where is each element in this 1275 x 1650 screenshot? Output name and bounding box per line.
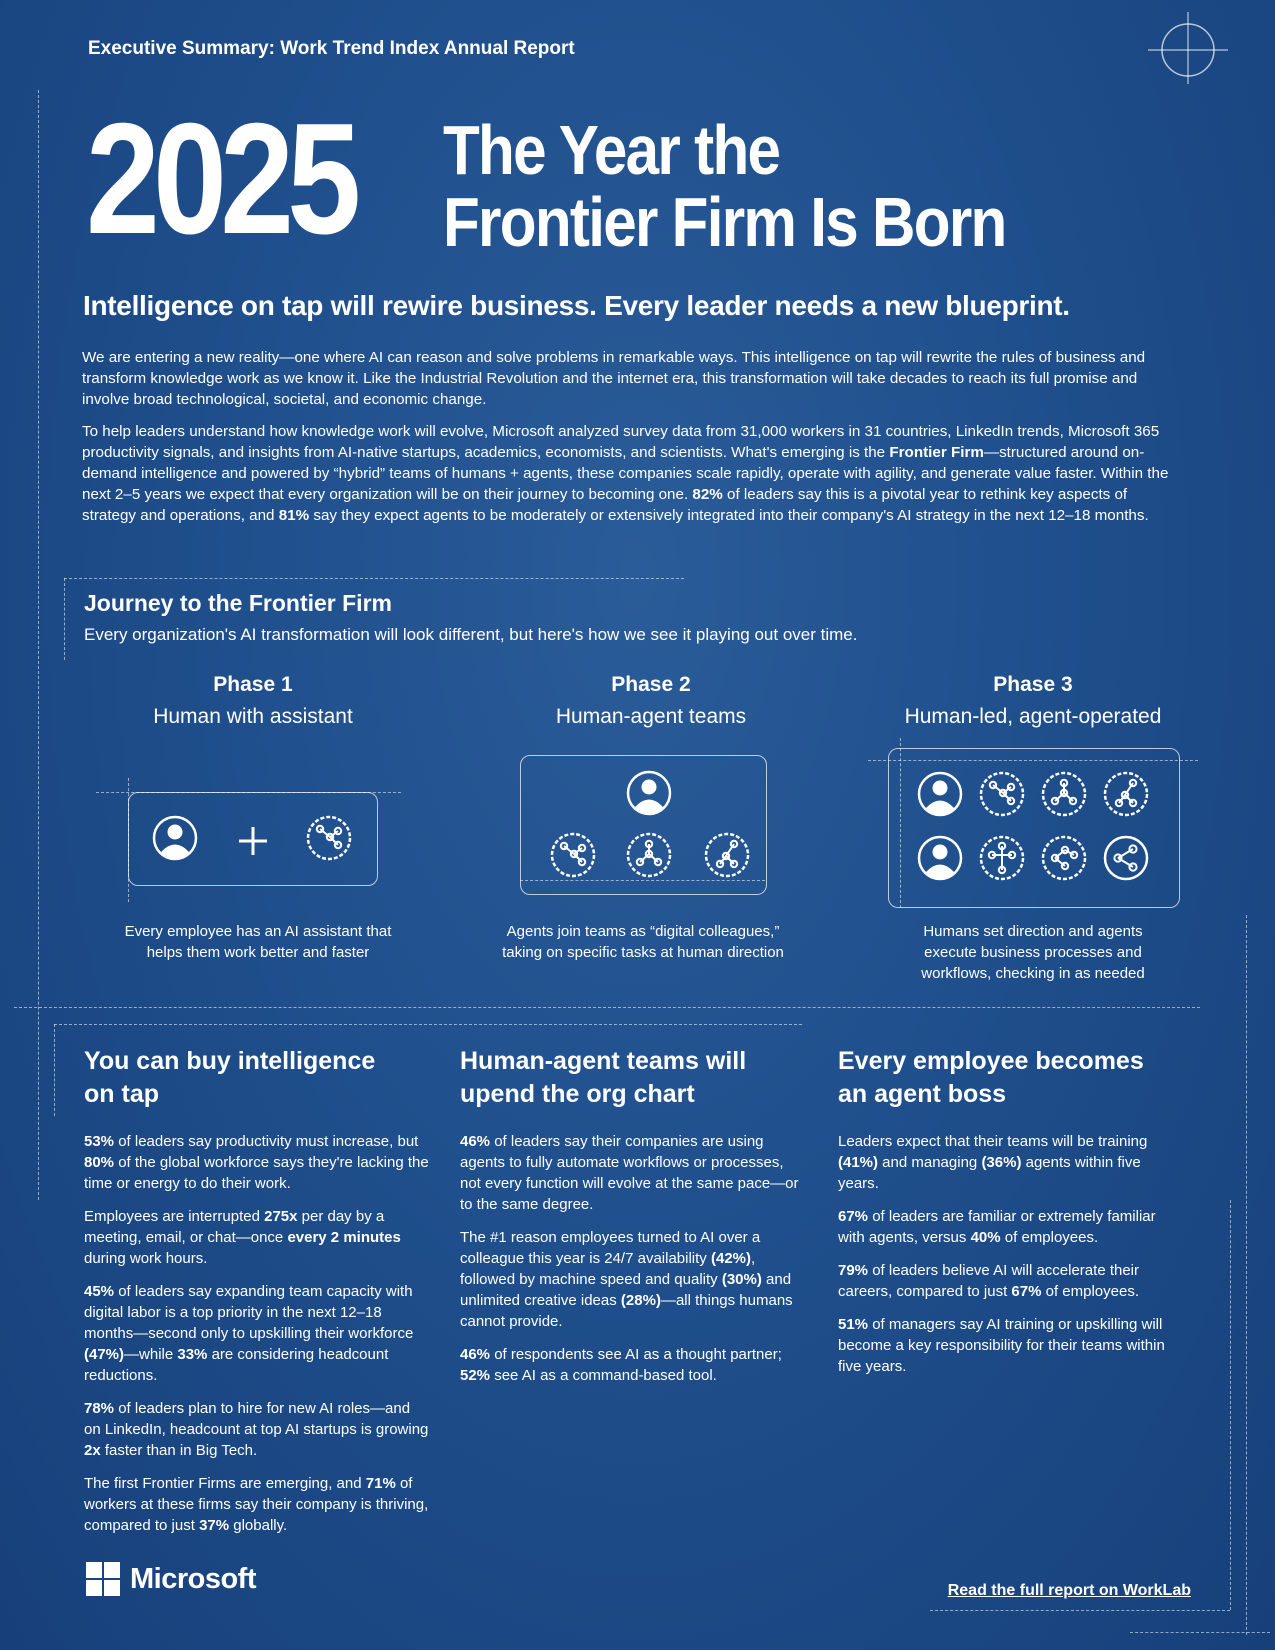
hero-year: 2025: [86, 91, 355, 267]
title-line-2: Frontier Firm Is Born: [443, 183, 1006, 261]
phase-2-guide-rule: [520, 880, 765, 881]
columns-left-rule: [54, 1024, 55, 1116]
phase-2-heading: [471, 673, 831, 729]
agent-network-icon: [979, 771, 1025, 817]
border-right-rule: [1246, 915, 1247, 1635]
phase-1-heading: [73, 673, 433, 729]
stat-paragraph: 78% of leaders plan to hire for new AI roles—and on LinkedIn, headcount at top AI startups is growing 2x faster than in Big Tech.: [84, 1400, 429, 1459]
plus-icon: [236, 824, 270, 858]
columns-top-rule: [54, 1024, 802, 1025]
agent-network-icon: [704, 832, 750, 878]
agent-network-icon: [979, 835, 1025, 881]
bottom-edge-rule: [1130, 1632, 1270, 1633]
phase-title: Phase 1: [213, 673, 293, 696]
phase-title: Phase 3: [993, 673, 1073, 696]
person-icon: [626, 770, 672, 816]
stat-paragraph: The first Frontier Firms are emerging, and 71% of workers at these firms say their company is thriving, compared to just 37% globally.: [84, 1475, 429, 1534]
agent-network-icon: [306, 815, 352, 861]
intro-paragraph-1: We are entering a new reality—one where AI can reason and solve problems in remarkable ways. This intelligence on tap will rewrite the rules of business and transform knowledge work as we know it. Like the Industrial Revolution and the internet era, this transformation will take decades to reach its full promise and involve broad technological, societal, and economic change.: [82, 349, 1146, 408]
column-heading: Every employee becomes an agent boss: [838, 1047, 1144, 1108]
phase-name: Human-led, agent-operated: [904, 705, 1162, 728]
person-icon: [152, 815, 198, 861]
crosshair-icon: [1140, 10, 1236, 86]
stat-paragraph: The #1 reason employees turned to AI over a colleague this year is 24/7 availability (42%), followed by machine speed and quality (30%) and unlimited creative ideas (28%)—all things humans cannot provide.: [460, 1229, 793, 1330]
bottom-rule: [930, 1610, 1230, 1611]
phase-1-description: Every employee has an AI assistant that helps them work better and faster: [124, 923, 392, 961]
stat-paragraph: 46% of respondents see AI as a thought partner; 52% see AI as a command-based tool.: [460, 1346, 782, 1384]
title-line-1: The Year the: [443, 111, 780, 189]
stat-paragraph: 53% of leaders say productivity must increase, but 80% of the global workforce says they're lacking the time or energy to do their work.: [84, 1133, 429, 1192]
section-divider-rule: [14, 1007, 1200, 1008]
stat-paragraph: 46% of leaders say their companies are using agents to fully automate workflows or processes, not every function will evolve at the same pace—or to the same degree.: [460, 1133, 799, 1213]
phase-name: Human with assistant: [153, 705, 353, 728]
column-heading: Human-agent teams will upend the org chart: [460, 1047, 747, 1108]
column-body: [838, 1131, 1183, 1377]
journey-subtitle: Every organization's AI transformation will look different, but here's how we see it playing out over time.: [84, 625, 858, 644]
stat-paragraph: 51% of managers say AI training or upskilling will become a key responsibility for their teams within five years.: [838, 1316, 1165, 1375]
page-subtitle: Intelligence on tap will rewire business. Every leader needs a new blueprint.: [83, 290, 1070, 321]
agent-network-icon: [1041, 771, 1087, 817]
corner-right-rule: [1230, 1200, 1231, 1610]
read-full-report-link[interactable]: Read the full report on WorkLab: [947, 1582, 1191, 1599]
brand-name: Microsoft: [130, 1562, 256, 1595]
stat-paragraph: 67% of leaders are familiar or extremely familiar with agents, versus 40% of employees.: [838, 1208, 1156, 1246]
agent-network-icon: [550, 832, 596, 878]
journey-title: Journey to the Frontier Firm: [84, 590, 392, 616]
column-human-agent-teams: [460, 1045, 805, 1398]
share-network-icon: [1103, 835, 1149, 881]
windows-grid-icon: [86, 1562, 120, 1596]
phase-3-description: Humans set direction and agents execute business processes and workflows, checking in as needed: [921, 923, 1145, 982]
phase-3-guide-rule: [900, 738, 901, 908]
intro-paragraph-2: To help leaders understand how knowledge work will evolve, Microsoft analyzed survey data from 31,000 workers in 31 countries, LinkedIn trends, Microsoft 365 productivity signals, and insights from AI-native startups, academics, economists, and scientists. What's emerging is the Frontier Firm—structured around on-demand intelligence and powered by “hybrid” teams of humans + agents, these companies scale rapidly, operate with agility, and generate value faster. Within the next 2–5 years we expect that every organization will be on their journey to becoming one. 82% of leaders say this is a pivotal year to rethink key aspects of strategy and operations, and 81% say they expect agents to be moderately or extensively integrated into their company's AI strategy in the next 12–18 months.: [82, 423, 1169, 524]
column-body: [84, 1131, 429, 1536]
column-heading: You can buy intelligence on tap: [84, 1047, 376, 1108]
report-label: Executive Summary: Work Trend Index Annual Report: [88, 38, 575, 59]
column-buy-intelligence: [84, 1045, 429, 1548]
journey-top-rule: [64, 578, 684, 579]
journey-left-rule: [64, 578, 65, 660]
phase-3-heading: [853, 673, 1213, 729]
column-body: [460, 1131, 805, 1386]
phase-name: Human-agent teams: [555, 705, 747, 728]
phase-title: Phase 2: [611, 673, 691, 696]
phase-2-description: Agents join teams as “digital colleagues,” taking on specific tasks at human direction: [502, 923, 784, 961]
agent-network-icon: [1103, 771, 1149, 817]
person-icon: [917, 771, 963, 817]
microsoft-logo: [86, 1562, 256, 1596]
border-left-rule: [38, 90, 39, 1200]
stat-paragraph: Employees are interrupted 275x per day by a meeting, email, or chat—once every 2 minutes during work hours.: [84, 1208, 401, 1267]
stat-paragraph: 79% of leaders believe AI will accelerate their careers, compared to just 67% of employees.: [838, 1262, 1140, 1300]
person-icon: [917, 835, 963, 881]
agent-network-icon: [1041, 835, 1087, 881]
phase-3-guide-rule: [868, 760, 1198, 761]
agent-network-icon: [626, 832, 672, 878]
column-agent-boss: [838, 1045, 1183, 1389]
page-title: [443, 111, 1006, 261]
stat-paragraph: 45% of leaders say expanding team capacity with digital labor is a top priority in the next 12–18 months—second only to upskilling their workforce (47%)—while 33% are considering headcount reductions.: [84, 1283, 414, 1384]
stat-paragraph: Leaders expect that their teams will be training (41%) and managing (36%) agents within five years.: [838, 1133, 1148, 1192]
